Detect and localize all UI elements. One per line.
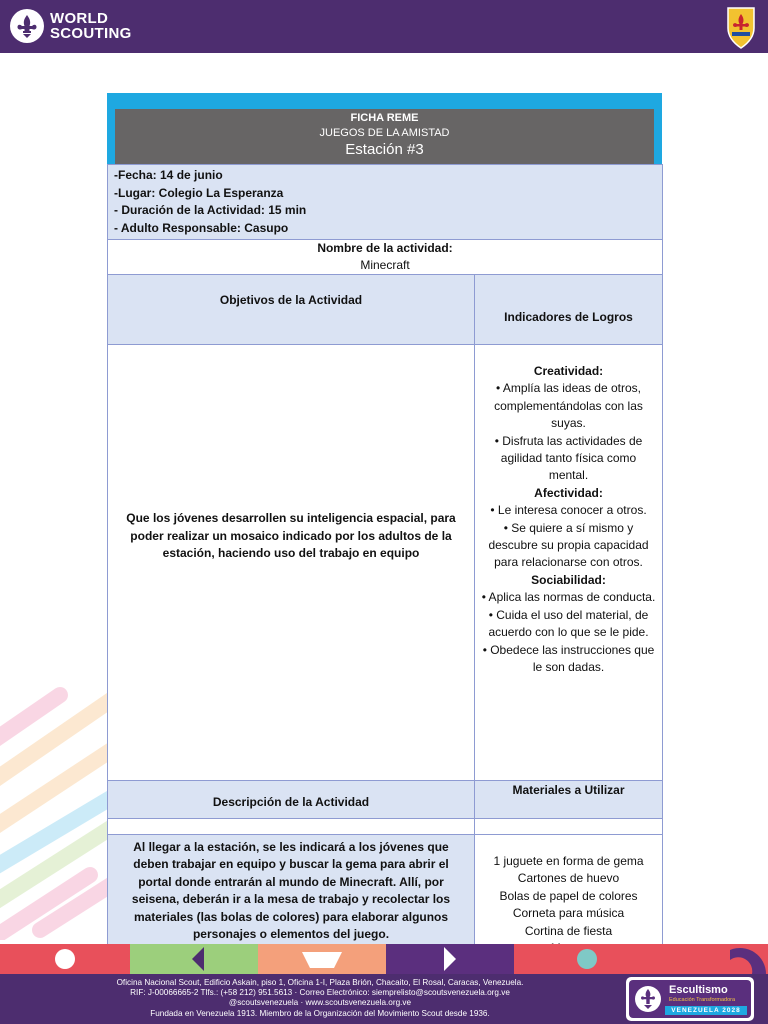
info-fecha: -Fecha: 14 de junio [114, 168, 223, 182]
indicator-category-sociabilidad: Sociabilidad: [531, 572, 606, 587]
station-title: Estación #3 [345, 141, 424, 158]
spacer-cell [108, 819, 475, 835]
indicator-item: • Amplía las ideas de otros, complementándolas con las suyas. [494, 381, 643, 431]
world-scouting-logo [10, 9, 132, 43]
scout-emblem-icon [633, 984, 663, 1014]
triangle-right-icon [440, 944, 460, 974]
brand-line-2: SCOUTING [50, 25, 132, 42]
arc-shape-icon [728, 944, 768, 974]
indicators-header: Indicadores de Logros [475, 275, 663, 345]
footer [0, 974, 768, 1024]
materials-header: Materiales a Utilizar [475, 781, 663, 819]
material-item: Corneta para música [512, 906, 625, 921]
description-text: Al llegar a la estación, se les indicará a los jóvenes que deben trabajar en equipo y buscar la gema para abrir el portal donde entrarán al mundo de Minecraft. Allí, por seisena, deberán ir a la mesa de trabajo y recolectar los materiales (las bolas de colores) para elaborar algunos personajes o elementos del juego. [108, 835, 475, 1009]
circle-shape-icon [54, 948, 76, 970]
info-adulto: - Adulto Responsable: Casupo [114, 220, 289, 235]
info-lugar: -Lugar: Colegio La Esperanza [114, 185, 284, 200]
material-item: Cartones de huevo [517, 871, 620, 886]
footer-color-strip [0, 944, 768, 974]
material-item: Bolas de papel de colores [499, 888, 638, 903]
ficha-table [107, 164, 663, 1009]
scouts-venezuela-emblem-icon [722, 4, 760, 50]
indicator-category-afectividad: Afectividad: [534, 485, 603, 500]
footer-address: Oficina Nacional Scout, Edificio Askain, piso 1, Oficina 1-I, Plaza Brión, Chacaito, El Rosal, Caracas, Venezuela. [116, 978, 524, 987]
objectives-header: Objetivos de la Actividad [108, 275, 475, 345]
triangle-left-icon [188, 944, 208, 974]
activity-name: Minecraft [360, 258, 410, 272]
indicators-cell [475, 345, 663, 781]
badge-subtitle: Educación Transformadora [669, 997, 736, 1003]
activity-name-cell [108, 240, 663, 275]
header-bar [0, 0, 768, 53]
footer-web: @scoutsvenezuela · www.scoutsvenezuela.org.ve [228, 998, 412, 1007]
material-item: 1 juguete en forma de gema [493, 854, 644, 868]
badge-title: Escultismo [669, 984, 728, 996]
info-cell [108, 165, 663, 240]
indicator-item: • Cuida el uso del material, de acuerdo con lo que se le pide. [488, 607, 649, 640]
brand-line-1: WORLD [50, 10, 109, 27]
activity-name-label: Nombre de la actividad: [317, 241, 453, 255]
objective-text: Que los jóvenes desarrollen su inteligencia espacial, para poder realizar un mosaico indicado por los adultos de la estación, haciendo uso del trabajo en equipo [108, 345, 475, 781]
title-block [115, 109, 654, 164]
badge-country: VENEZUELA 2028 [665, 1006, 747, 1015]
ficha-title: FICHA REME [350, 112, 419, 124]
indicator-item: • Le interesa conocer a otros. [490, 503, 647, 518]
footer-founded: Fundada en Venezuela 1913. Miembro de la Organización del Movimiento Scout desde 1936. [150, 1009, 490, 1018]
indicator-category-creatividad: Creatividad: [533, 364, 604, 378]
escultismo-badge [626, 977, 754, 1021]
info-duracion: - Duración de la Actividad: 15 min [114, 203, 307, 217]
indicator-item: • Obedece las instrucciones que le son dadas. [482, 642, 655, 674]
ficha-subtitle: JUEGOS DE LA AMISTAD [319, 127, 450, 139]
material-item: Cortina de fiesta [524, 923, 613, 938]
indicator-item: • Se quiere a sí mismo y descubre su propia capacidad para relacionarse con otros. [488, 520, 649, 570]
circle-shape-icon [576, 948, 598, 970]
description-header: Descripción de la Actividad [108, 781, 475, 819]
title-band [107, 93, 662, 164]
indicator-item: • Aplica las normas de conducta. [481, 590, 656, 605]
ficha-reme-sheet [107, 93, 662, 1009]
trapezoid-shape-icon [300, 944, 344, 974]
fleur-de-lis-icon [10, 9, 44, 43]
indicator-item: • Disfruta las actividades de agilidad tanto física como mental. [494, 433, 643, 483]
spacer-cell [475, 819, 663, 835]
footer-contact: RIF: J-00066665-2 Tlfs.: (+58 212) 951.5613 · Correo Electrónico: siemprelisto@scoutsvenezuela.org.ve [130, 988, 510, 997]
